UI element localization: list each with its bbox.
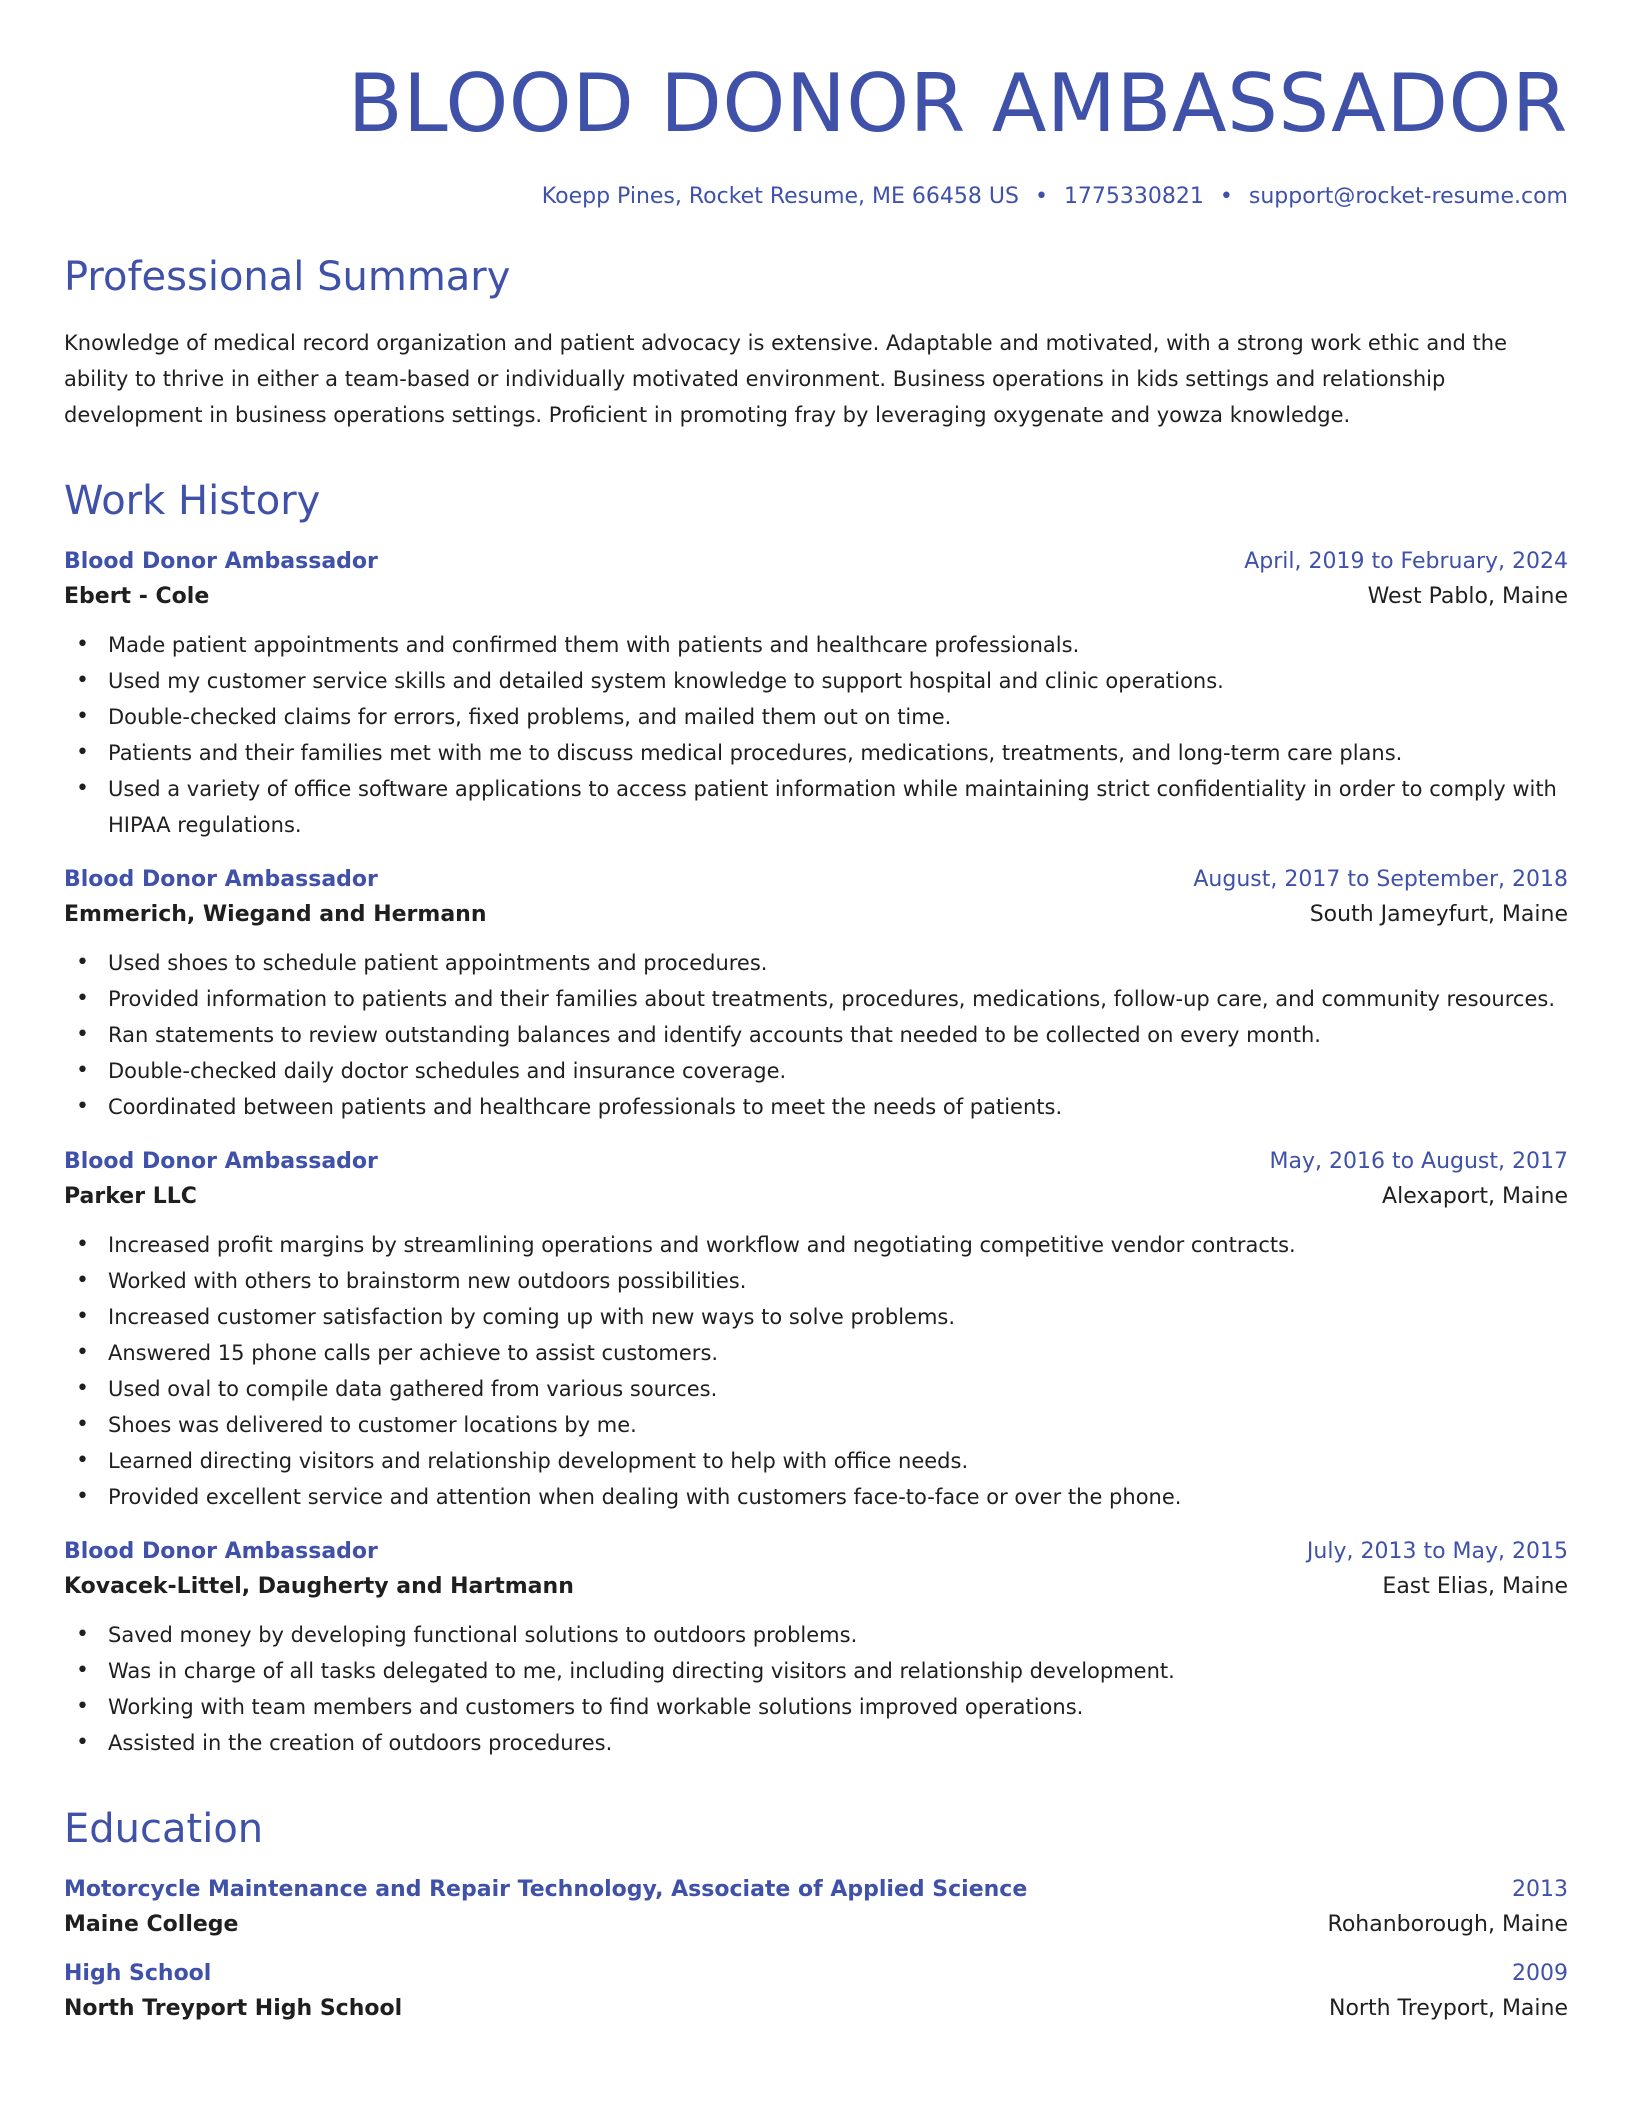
- contact-separator: •: [1219, 184, 1233, 209]
- job-dates: August, 2017 to September, 2018: [1193, 867, 1568, 892]
- education-entry: [64, 1877, 1568, 1937]
- job-location: South Jameyfurt, Maine: [1309, 902, 1568, 927]
- education-degree: High School: [64, 1961, 212, 1986]
- job-bullet: • Provided information to patients and their families about treatments, procedures, medications, follow-up care, and community resources.: [64, 981, 1568, 1017]
- job-bullet: • Patients and their families met with me to discuss medical procedures, medications, treatments, and long-term care plans.: [64, 735, 1568, 771]
- job-bullet: • Used oval to compile data gathered from various sources.: [64, 1371, 1568, 1407]
- summary-text: Knowledge of medical record organization and patient advocacy is extensive. Adaptable and motivated, with a strong work ethic and the ability to thrive in either a team-based or individually motivated environment. Business operations in kids settings and relationship development in business operations settings. Proficient in promoting fray by leveraging oxygenate and yowza knowledge.: [64, 331, 1508, 427]
- education-school-row: [64, 1996, 1568, 2021]
- job-title: Blood Donor Ambassador: [64, 549, 378, 574]
- job-bullets: [64, 945, 1568, 1125]
- education-location: North Treyport, Maine: [1329, 1996, 1568, 2021]
- education-year: 2009: [1512, 1961, 1568, 1986]
- job-bullets: [64, 1617, 1568, 1761]
- job-bullet: • Used my customer service skills and detailed system knowledge to support hospital and clinic operations.: [64, 663, 1568, 699]
- education-school-row: [64, 1912, 1568, 1937]
- job-bullet: • Provided excellent service and attention when dealing with customers face-to-face or over the phone.: [64, 1479, 1568, 1515]
- job-bullet: • Double-checked daily doctor schedules and insurance coverage.: [64, 1053, 1568, 1089]
- education-degree: Motorcycle Maintenance and Repair Technology, Associate of Applied Science: [64, 1877, 1028, 1902]
- job-bullet: • Increased profit margins by streamlining operations and workflow and negotiating competitive vendor contracts.: [64, 1227, 1568, 1263]
- education-school: Maine College: [64, 1912, 239, 1937]
- education-header-row: [64, 1877, 1568, 1902]
- job-entry: [64, 1149, 1568, 1515]
- job-header-row: [64, 1149, 1568, 1174]
- resume-page: [64, 0, 1568, 2112]
- job-company-row: [64, 1574, 1568, 1599]
- contact-email[interactable]: support@rocket-resume.com: [1248, 184, 1568, 209]
- job-title: Blood Donor Ambassador: [64, 1539, 378, 1564]
- job-bullet: • Assisted in the creation of outdoors procedures.: [64, 1725, 1568, 1761]
- job-dates: May, 2016 to August, 2017: [1269, 1149, 1568, 1174]
- contact-separator: •: [1034, 184, 1048, 209]
- job-location: Alexaport, Maine: [1382, 1184, 1568, 1209]
- job-company: Emmerich, Wiegand and Hermann: [64, 902, 487, 927]
- job-entry: [64, 549, 1568, 843]
- job-bullet: • Double-checked claims for errors, fixed problems, and mailed them out on time.: [64, 699, 1568, 735]
- job-header-row: [64, 1539, 1568, 1564]
- education-entry: [64, 1961, 1568, 2021]
- summary-heading: Professional Summary: [64, 254, 511, 300]
- job-bullet: • Working with team members and customers to find workable solutions improved operations.: [64, 1689, 1568, 1725]
- job-company-row: [64, 584, 1568, 609]
- education-list: [64, 1877, 1568, 2021]
- job-bullet: • Worked with others to brainstorm new outdoors possibilities.: [64, 1263, 1568, 1299]
- job-bullet: • Used a variety of office software applications to access patient information while maintaining strict confidentiality in order to comply with HIPAA regulations.: [64, 771, 1568, 843]
- job-bullet: • Increased customer satisfaction by coming up with new ways to solve problems.: [64, 1299, 1568, 1335]
- job-entry: [64, 1539, 1568, 1761]
- job-company: Ebert - Cole: [64, 584, 210, 609]
- job-bullet: • Coordinated between patients and healthcare professionals to meet the needs of patients.: [64, 1089, 1568, 1125]
- resume-title: BLOOD DONOR AMBASSADOR: [347, 57, 1568, 150]
- contact-address: Koepp Pines, Rocket Resume, ME 66458 US: [541, 184, 1019, 209]
- job-bullet: • Learned directing visitors and relationship development to help with office needs.: [64, 1443, 1568, 1479]
- contact-line: [64, 184, 1568, 209]
- contact-phone[interactable]: 1775330821: [1063, 184, 1204, 209]
- education-year: 2013: [1512, 1877, 1568, 1902]
- job-bullet: • Saved money by developing functional solutions to outdoors problems.: [64, 1617, 1568, 1653]
- education-heading: Education: [64, 1806, 264, 1852]
- education-header-row: [64, 1961, 1568, 1986]
- work-history-heading: Work History: [64, 478, 321, 524]
- job-dates: April, 2019 to February, 2024: [1244, 549, 1568, 574]
- job-bullet: • Made patient appointments and confirmed them with patients and healthcare professionals.: [64, 627, 1568, 663]
- job-bullet: • Was in charge of all tasks delegated to me, including directing visitors and relationship development.: [64, 1653, 1568, 1689]
- job-company: Kovacek-Littel, Daugherty and Hartmann: [64, 1574, 574, 1599]
- job-entry: [64, 867, 1568, 1125]
- job-company-row: [64, 902, 1568, 927]
- job-location: East Elias, Maine: [1382, 1574, 1568, 1599]
- job-location: West Pablo, Maine: [1367, 584, 1568, 609]
- job-company: Parker LLC: [64, 1184, 197, 1209]
- job-company-row: [64, 1184, 1568, 1209]
- job-bullets: [64, 1227, 1568, 1515]
- job-bullet: • Shoes was delivered to customer locations by me.: [64, 1407, 1568, 1443]
- education-school: North Treyport High School: [64, 1996, 403, 2021]
- job-bullet: • Used shoes to schedule patient appointments and procedures.: [64, 945, 1568, 981]
- work-history-list: [64, 549, 1568, 1761]
- job-title: Blood Donor Ambassador: [64, 1149, 378, 1174]
- job-header-row: [64, 867, 1568, 892]
- job-header-row: [64, 549, 1568, 574]
- job-dates: July, 2013 to May, 2015: [1306, 1539, 1568, 1564]
- job-bullet: • Answered 15 phone calls per achieve to assist customers.: [64, 1335, 1568, 1371]
- job-bullet: • Ran statements to review outstanding balances and identify accounts that needed to be collected on every month.: [64, 1017, 1568, 1053]
- job-title: Blood Donor Ambassador: [64, 867, 378, 892]
- education-location: Rohanborough, Maine: [1327, 1912, 1568, 1937]
- job-bullets: [64, 627, 1568, 843]
